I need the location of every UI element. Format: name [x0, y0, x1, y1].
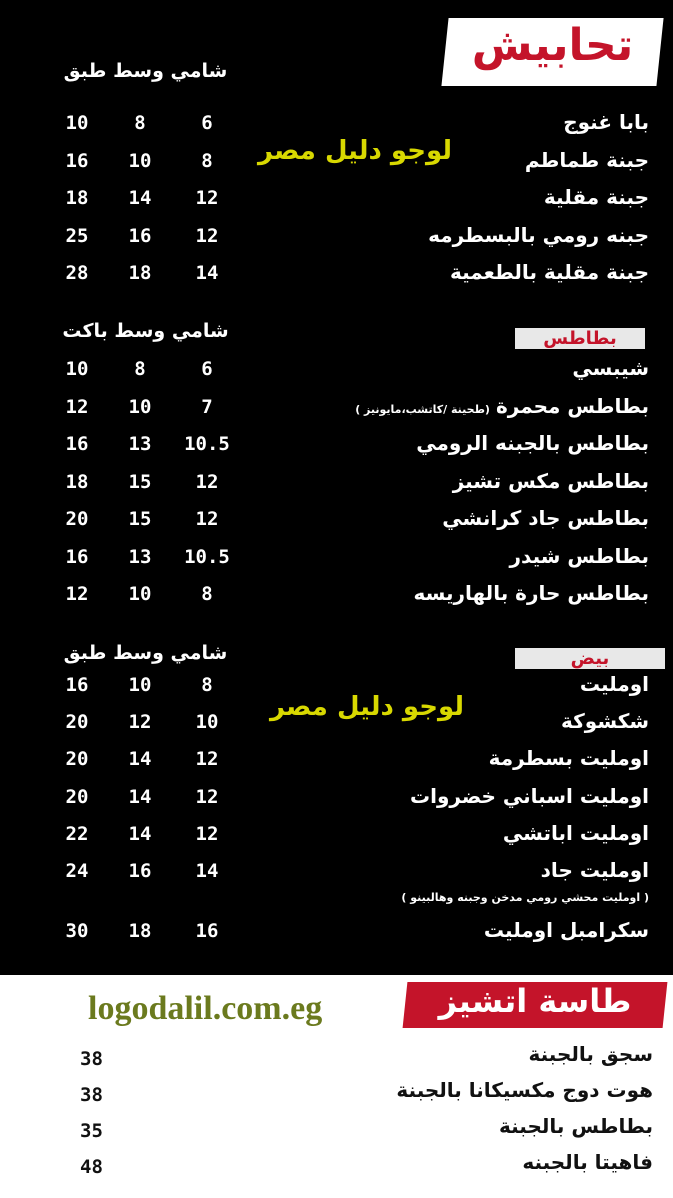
price-p2: 14 — [128, 187, 152, 209]
item-name: اومليت جاد — [540, 858, 649, 882]
price-p3: 16 — [65, 433, 89, 455]
price-p2: 10 — [128, 674, 152, 696]
menu-row — [0, 1078, 673, 1108]
item-name: بطاطس بالجبنة — [499, 1114, 653, 1138]
menu-row — [0, 821, 673, 851]
item-name: شيبسي — [572, 356, 649, 380]
price-p3: 24 — [65, 860, 89, 882]
price-p2: 15 — [128, 470, 152, 493]
price-p1: 12 — [195, 470, 219, 493]
item-name: بطاطس بالجبنه الرومي — [416, 431, 649, 455]
price-p1: 12 — [195, 187, 219, 209]
item-name: اومليت بسطرمة — [488, 746, 649, 770]
menu-row — [0, 918, 673, 948]
item-name: بطاطس محمرة — [495, 393, 649, 418]
price-p2: 15 — [128, 508, 152, 530]
price-p3: 30 — [65, 920, 89, 942]
column-header: شامي وسط باكت — [62, 320, 229, 342]
page-title: تحابيش — [471, 20, 634, 71]
item-name: شكشوكة — [561, 709, 649, 733]
price-p3: 20 — [65, 711, 89, 733]
price-p3: 20 — [65, 508, 89, 530]
price-p2: 18 — [128, 920, 152, 942]
item-price: 48 — [80, 1156, 103, 1178]
price-p2: 13 — [128, 433, 152, 455]
price-p1: 8 — [201, 674, 213, 696]
price-p1: 12 — [195, 748, 219, 770]
price-p3: 18 — [65, 187, 89, 209]
menu-row — [0, 223, 673, 253]
price-p3: 28 — [65, 262, 89, 284]
price-p1: 7 — [201, 395, 213, 418]
price-p2: 8 — [134, 358, 146, 380]
price-p3: 10 — [65, 112, 89, 134]
menu-row — [0, 784, 673, 814]
item-name: سجق بالجبنة — [528, 1042, 653, 1066]
price-p2: 12 — [128, 711, 152, 733]
price-p1: 12 — [195, 508, 219, 530]
skillet-title: طاسة اتشيز — [438, 982, 632, 1020]
item-name: اومليت اسباني خضروات — [410, 784, 649, 808]
menu-row — [0, 581, 673, 611]
column-header: شامي وسط طبق — [63, 642, 228, 664]
price-p1: 8 — [201, 149, 213, 172]
section-tag-eggs: بيض — [515, 648, 665, 669]
item-name: جبنة طماطم — [524, 147, 649, 172]
price-p2: 14 — [128, 823, 152, 845]
item-price: 38 — [80, 1048, 103, 1070]
menu-row — [0, 1150, 673, 1180]
watermark-logo-1: لوجو دليل مصر — [258, 136, 453, 166]
price-p1: 12 — [195, 224, 219, 247]
price-p1: 8 — [201, 583, 213, 605]
price-p2: 10 — [128, 149, 152, 172]
item-name: فاهيتا بالجبنه — [522, 1150, 653, 1174]
item-name: بطاطس شيدر — [509, 543, 649, 568]
price-p1: 12 — [195, 786, 219, 808]
item-name: سكرامبل اومليت — [483, 918, 649, 942]
price-p2: 18 — [128, 262, 152, 284]
menu-row — [0, 185, 673, 215]
menu-row — [0, 431, 673, 461]
price-p1: 6 — [201, 358, 213, 380]
menu-row — [0, 1042, 673, 1072]
price-p3: 16 — [65, 674, 89, 696]
item-price: 38 — [80, 1084, 103, 1106]
item-name: بطاطس جاد كرانشي — [442, 506, 649, 530]
price-p1: 14 — [195, 860, 219, 882]
price-p3: 16 — [65, 545, 89, 568]
item-name-wrap — [355, 394, 649, 418]
menu-row — [0, 858, 673, 888]
watermark-logo-2: لوجو دليل مصر — [270, 692, 465, 722]
item-name: بابا غنوج — [563, 110, 649, 134]
price-p1: 12 — [195, 823, 219, 845]
price-p3: 18 — [65, 470, 89, 493]
item-name: جبنه رومي بالبسطرمه — [428, 222, 649, 247]
menu-row — [0, 544, 673, 574]
price-p1: 10.5 — [184, 433, 230, 455]
item-name: بطاطس حارة بالهاريسه — [413, 581, 649, 605]
menu-row — [0, 260, 673, 290]
section-tag-potatoes: بطاطس — [515, 328, 645, 349]
price-p1: 16 — [195, 920, 219, 942]
price-p3: 10 — [65, 358, 89, 380]
watermark-site: logodalil.com.eg — [88, 990, 323, 1027]
price-p3: 16 — [65, 149, 89, 172]
price-p2: 10 — [128, 395, 152, 418]
price-p2: 13 — [128, 545, 152, 568]
price-p3: 12 — [65, 583, 89, 605]
menu-row — [0, 746, 673, 776]
menu-row — [0, 506, 673, 536]
price-p2: 16 — [128, 224, 152, 247]
menu-row — [0, 356, 673, 386]
item-price: 35 — [80, 1120, 103, 1142]
price-p3: 25 — [65, 224, 89, 247]
item-name: اومليت — [579, 672, 649, 696]
price-p2: 14 — [128, 748, 152, 770]
menu-row — [0, 394, 673, 424]
item-name: اومليت اباتشي — [502, 821, 649, 845]
price-p2: 10 — [128, 583, 152, 605]
item-name: جبنة مقلية — [543, 185, 649, 209]
price-p3: 22 — [65, 823, 89, 845]
price-p3: 20 — [65, 748, 89, 770]
menu-row — [0, 469, 673, 499]
item-name: جبنة مقلية بالطعمية — [449, 260, 649, 284]
price-p3: 12 — [65, 395, 89, 418]
price-p1: 6 — [201, 112, 213, 134]
price-p3: 20 — [65, 786, 89, 808]
column-header: شامي وسط طبق — [63, 60, 228, 82]
price-p2: 14 — [128, 786, 152, 808]
price-p1: 10.5 — [184, 545, 230, 568]
price-p1: 14 — [195, 262, 219, 284]
item-subtext: (طحينة /كاتشب،مايونيز ) — [355, 402, 490, 416]
omelette-jad-note: ( اومليت محشي رومي مدخن وجبنه وهالبينو ) — [401, 891, 649, 904]
price-p2: 8 — [134, 112, 146, 134]
price-p1: 10 — [195, 711, 219, 733]
price-p2: 16 — [128, 860, 152, 882]
item-name: بطاطس مكس تشيز — [452, 468, 649, 493]
item-name: هوت دوج مكسيكانا بالجبنة — [396, 1078, 653, 1102]
menu-row — [0, 1114, 673, 1144]
